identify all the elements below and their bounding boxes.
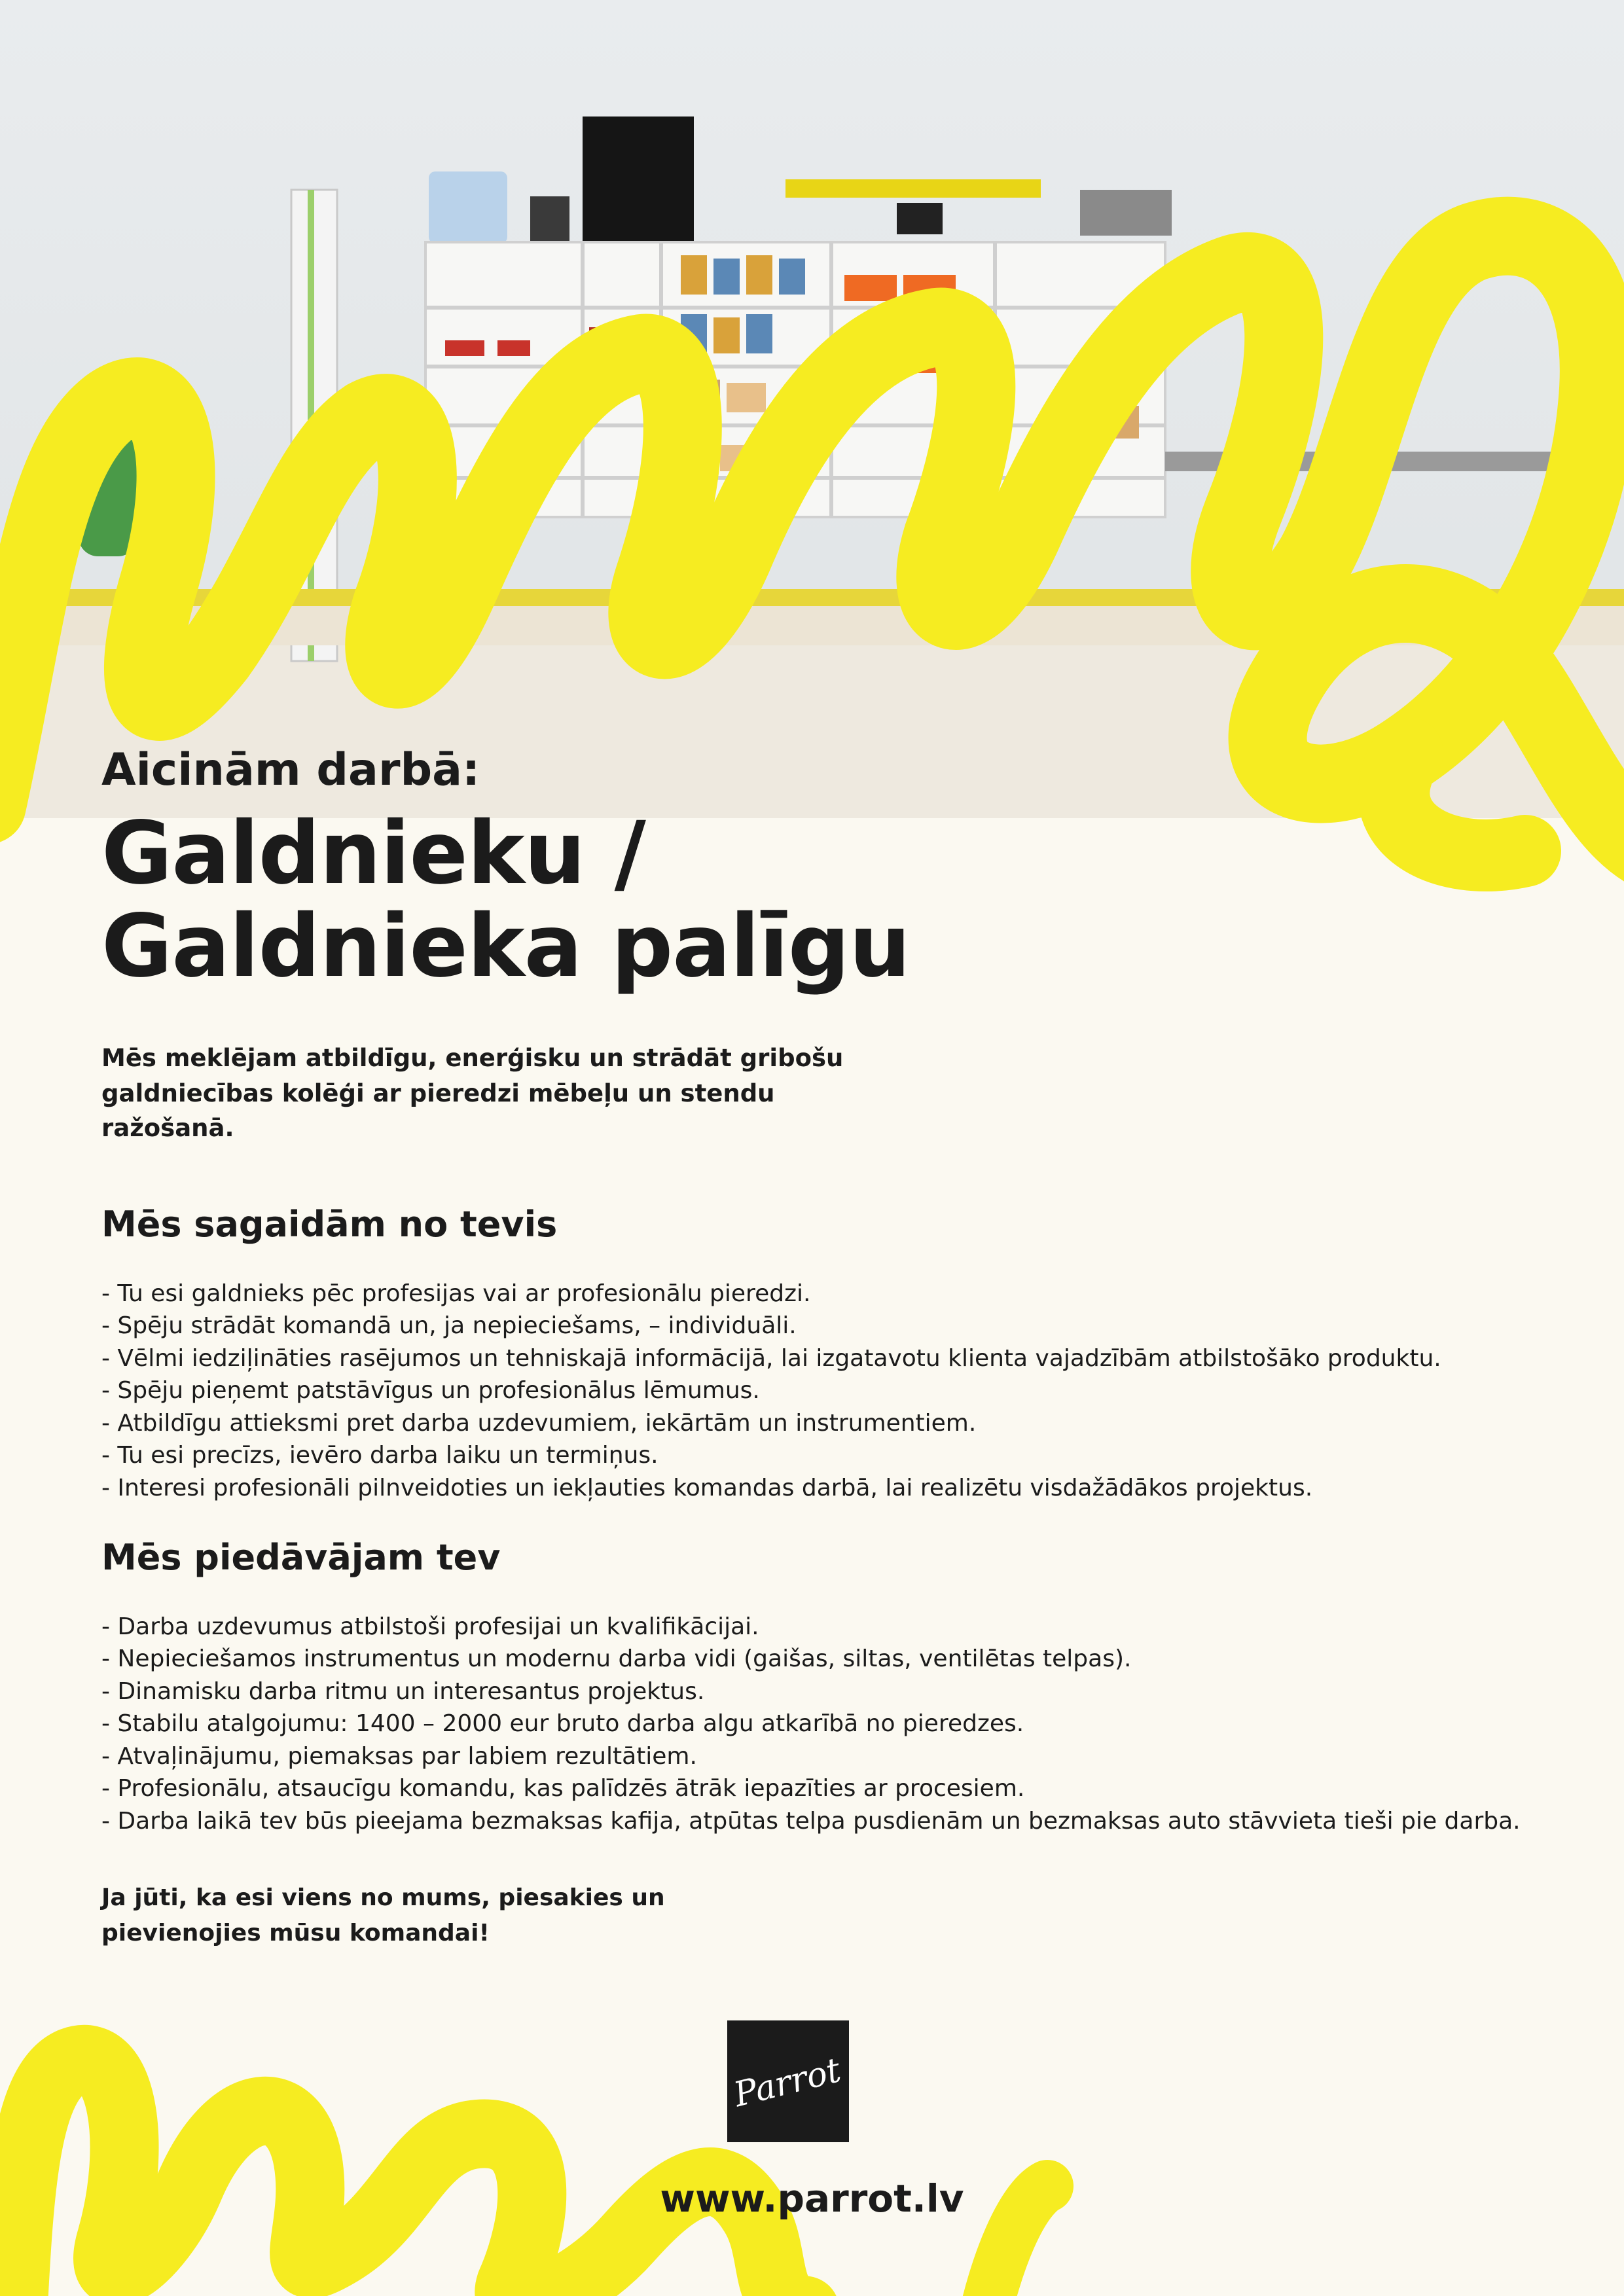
list-item: - Spēju strādāt komandā un, ja nepieciešams, – individuāli. xyxy=(101,1312,797,1340)
intro-line1: Mēs meklējam atbildīgu, enerģisku un strādāt gribošu xyxy=(101,1043,844,1072)
list-item: - Stabilu atalgojumu: 1400 – 2000 eur bruto darba algu atkarībā no pieredzes. xyxy=(101,1710,1024,1738)
website-url: www.parrot.lv xyxy=(660,2176,964,2221)
list-item: - Profesionālu, atsaucīgu komandu, kas palīdzēs ātrāk iepazīties ar procesiem. xyxy=(101,1775,1025,1803)
call-to-action xyxy=(101,1880,691,1951)
parrot-logo xyxy=(727,2020,849,2142)
cta-line1: Ja jūti, ka esi viens no mums, piesakies un xyxy=(101,1884,665,1911)
list-item: - Atvaļinājumu, piemaksas par labiem rezultātiem. xyxy=(101,1742,697,1770)
intro-paragraph xyxy=(101,1041,887,1146)
requirements-heading: Mēs sagaidām no tevis xyxy=(101,1203,558,1245)
kicker-heading: Aicinām darbā: xyxy=(101,744,480,796)
job-title-line2: Galdnieka palīgu xyxy=(101,896,911,997)
list-item: - Dinamisku darba ritmu un interesantus projektus. xyxy=(101,1677,705,1705)
cta-line2: pievienojies mūsu komandai! xyxy=(101,1920,490,1946)
offer-heading: Mēs piedāvājam tev xyxy=(101,1537,501,1579)
workshop-photo xyxy=(0,0,1624,818)
list-item: - Darba laikā tev būs pieejama bezmaksas kafija, atpūtas telpa pusdienām un bezmaksas auto stāvvieta tieši pie darba. xyxy=(101,1807,1521,1835)
logo-wordmark: Parrot xyxy=(730,2051,845,2115)
intro-line2: galdniecības kolēģi ar pieredzi mēbeļu un stendu ražošanā. xyxy=(101,1079,775,1143)
list-item: - Tu esi galdnieks pēc profesijas vai ar profesionālu pieredzi. xyxy=(101,1280,811,1307)
job-posting-content xyxy=(101,746,1542,1837)
list-item: - Atbildīgu attieksmi pret darba uzdevumiem, iekārtām un instrumentiem. xyxy=(101,1409,977,1437)
list-item: - Tu esi precīzs, ievēro darba laiku un termiņus. xyxy=(101,1442,659,1469)
offer-list xyxy=(101,1611,1542,1838)
requirements-list xyxy=(101,1278,1542,1505)
list-item: - Interesi profesionāli pilnveidoties un iekļauties komandas darbā, lai realizētu visdažādākos projektus. xyxy=(101,1474,1313,1501)
list-item: - Darba uzdevumus atbilstoši profesijai un kvalifikācijai. xyxy=(101,1613,759,1640)
job-title-line1: Galdnieku / xyxy=(101,802,645,904)
list-item: - Spēju pieņemt patstāvīgus un profesionālus lēmumus. xyxy=(101,1377,760,1405)
list-item: - Nepieciešamos instrumentus un modernu darba vidi (gaišas, siltas, ventilētas telpas). xyxy=(101,1645,1132,1673)
job-title xyxy=(101,802,1542,997)
list-item: - Vēlmi iedziļināties rasējumos un tehniskajā informācijā, lai izgatavotu klienta vajadzībām atbilstošāko produktu. xyxy=(101,1344,1441,1372)
